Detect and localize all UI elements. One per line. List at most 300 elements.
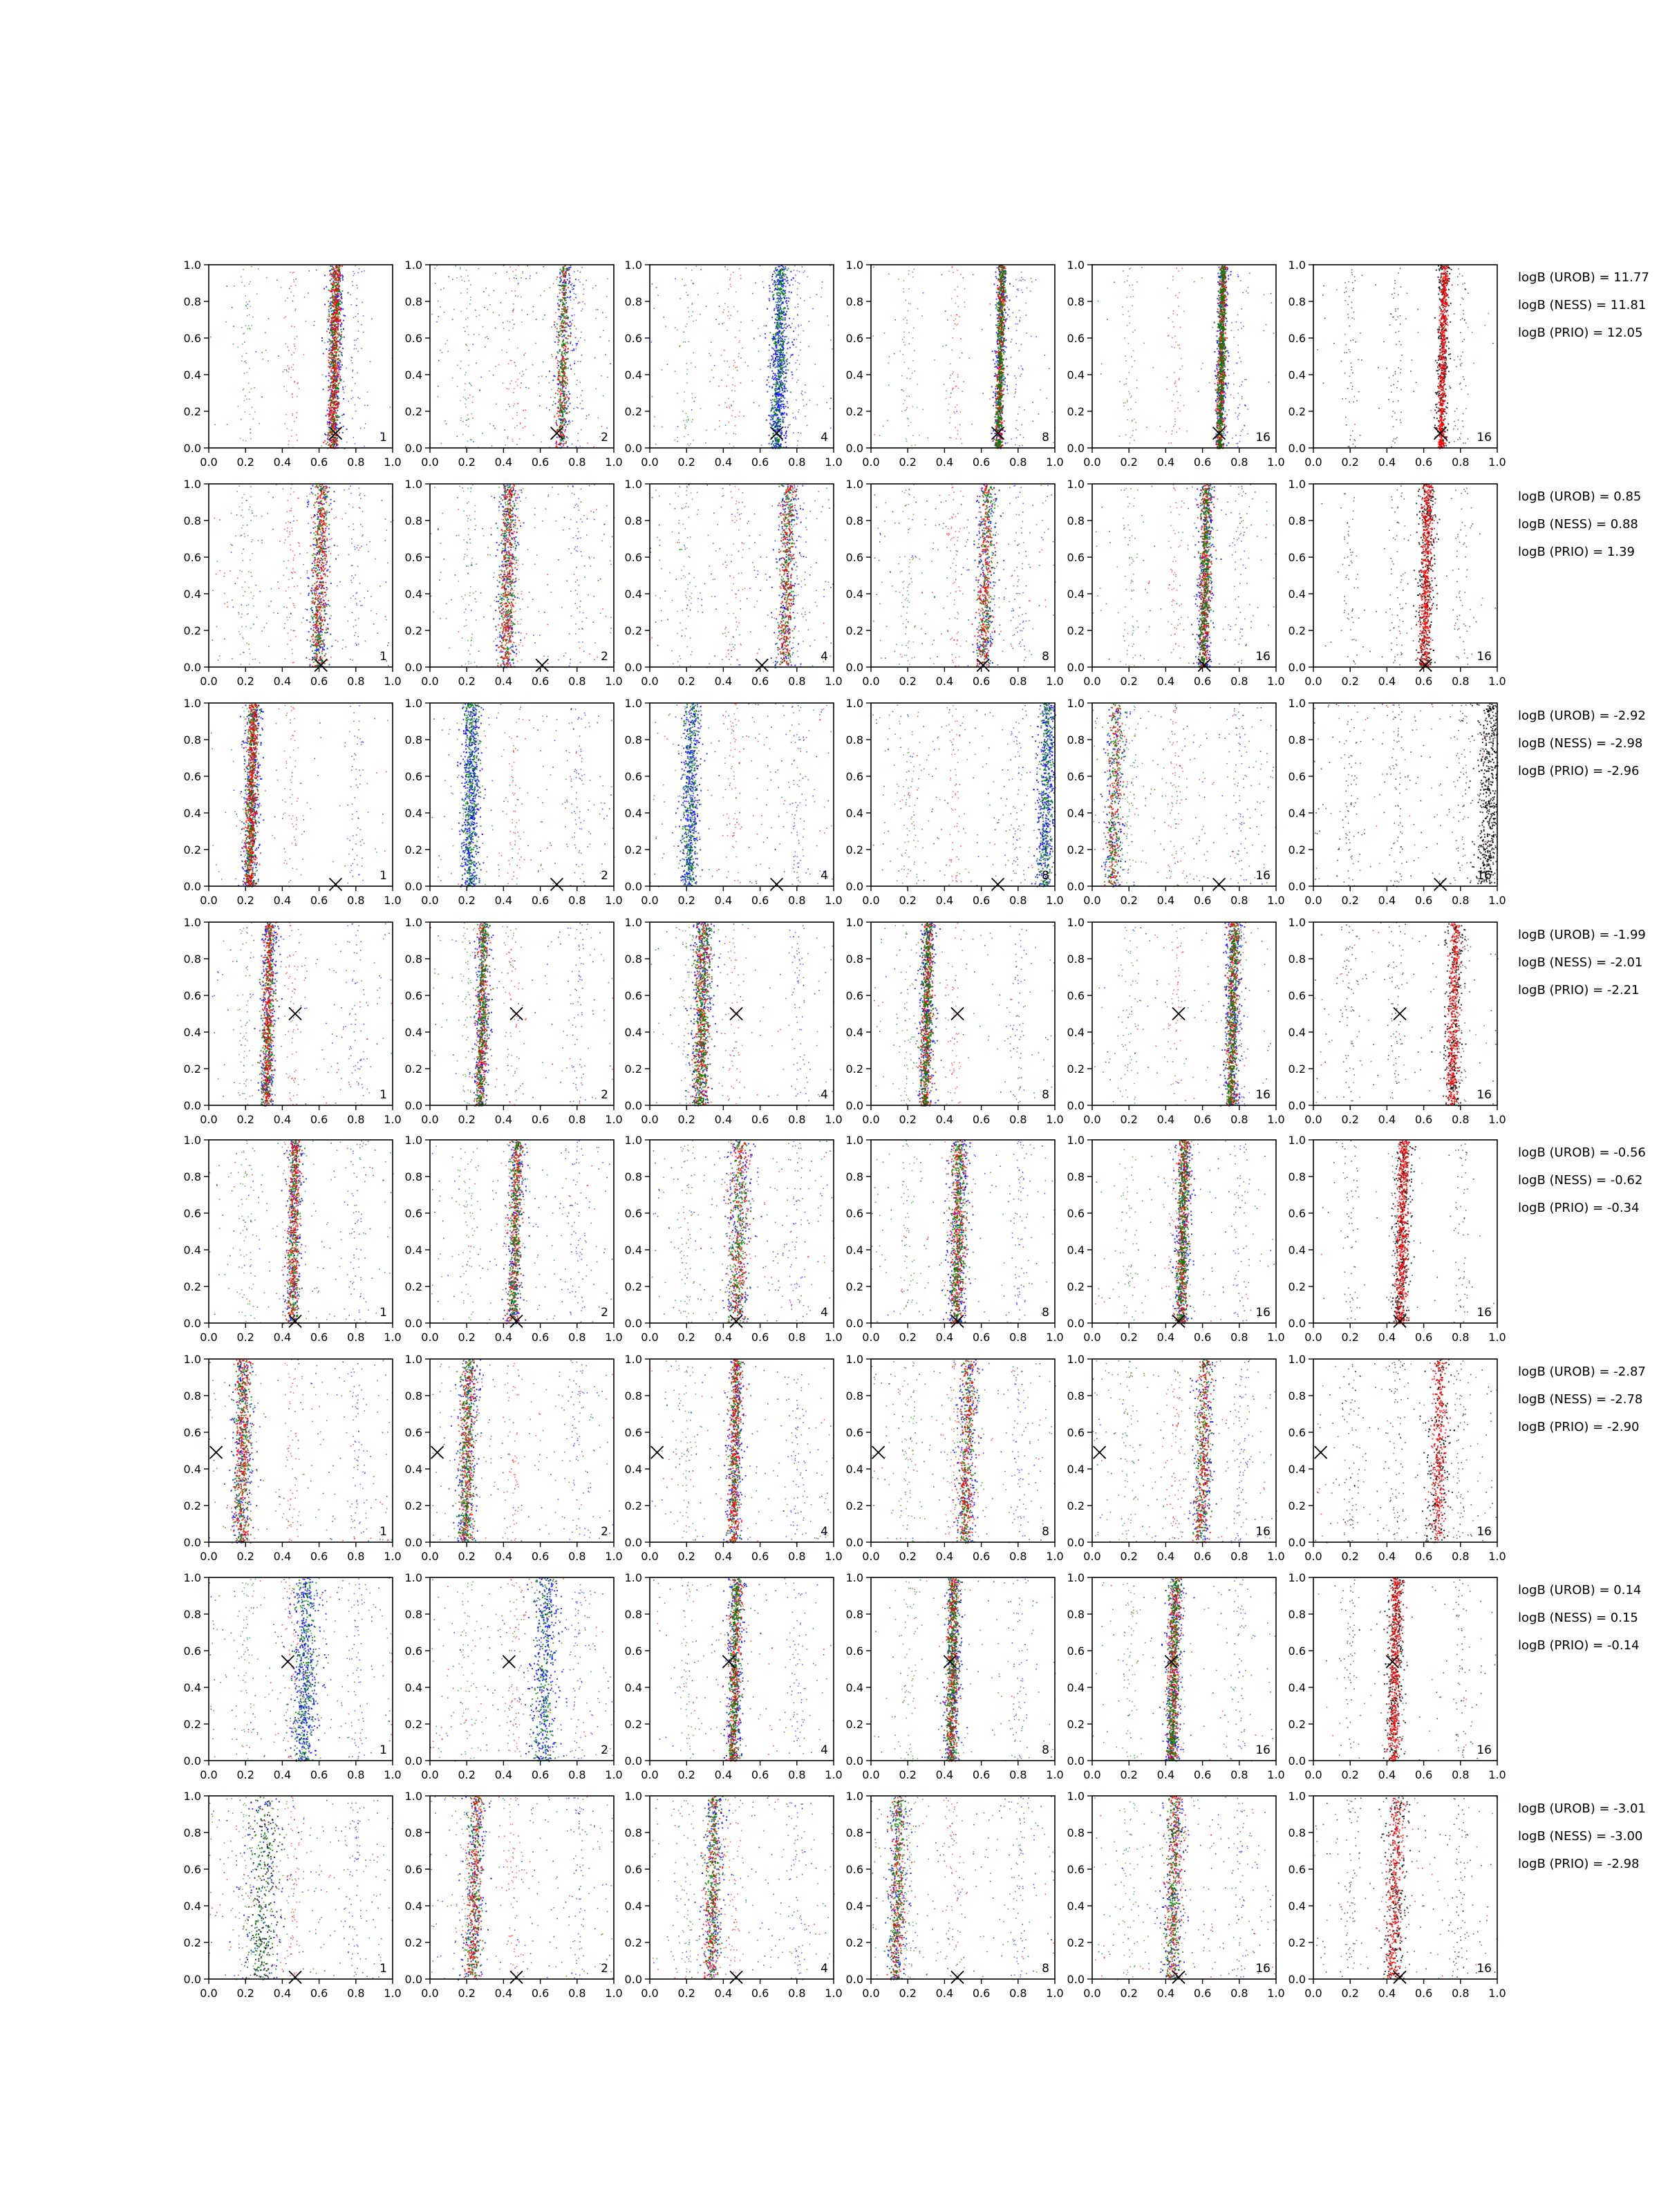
scatter-point xyxy=(776,394,777,395)
scatter-point xyxy=(342,276,344,277)
scatter-point xyxy=(785,274,786,275)
scatter-point xyxy=(328,386,329,387)
scatter-point xyxy=(787,306,788,307)
scatter-point xyxy=(513,310,514,311)
scatter-point xyxy=(328,436,329,438)
scatter-point xyxy=(367,392,368,393)
scatter-point xyxy=(339,343,341,344)
scatter-point xyxy=(769,386,771,387)
scatter-point xyxy=(784,297,785,299)
scatter-point xyxy=(784,327,785,328)
scatter-point xyxy=(342,386,344,388)
scatter-point xyxy=(795,417,796,418)
scatter-point xyxy=(335,307,337,308)
scatter-point xyxy=(335,400,337,402)
scatter-point xyxy=(690,443,691,444)
scatter-point xyxy=(549,382,550,384)
scatter-point xyxy=(334,409,335,410)
scatter-point xyxy=(686,324,688,325)
scatter-point xyxy=(446,423,447,424)
scatter-point xyxy=(780,375,782,376)
scatter-point xyxy=(558,339,559,340)
scatter-point xyxy=(688,307,689,308)
scatter-point xyxy=(587,442,588,444)
scatter-point xyxy=(561,403,563,404)
scatter-point xyxy=(328,314,330,315)
scatter-point xyxy=(682,411,684,412)
scatter-point xyxy=(334,395,335,396)
scatter-point xyxy=(598,418,599,419)
scatter-point xyxy=(248,326,250,327)
scatter-point xyxy=(753,402,755,404)
scatter-point xyxy=(294,338,296,339)
scatter-point xyxy=(774,280,775,281)
scatter-point xyxy=(467,346,468,347)
scatter-point xyxy=(557,393,559,395)
scatter-point xyxy=(449,276,450,278)
scatter-point xyxy=(567,306,568,308)
scatter-point xyxy=(718,324,720,325)
scatter-point xyxy=(245,411,246,413)
scatter-point xyxy=(783,273,785,274)
scatter-point xyxy=(334,292,335,293)
x-tick-label: 0.0 xyxy=(421,456,438,469)
scatter-point xyxy=(788,341,789,343)
scatter-point xyxy=(776,276,777,278)
scatter-point xyxy=(339,312,340,313)
scatter-point xyxy=(234,285,235,287)
scatter-point xyxy=(332,377,333,379)
scatter-point xyxy=(794,265,796,267)
scatter-point xyxy=(340,324,341,326)
scatter-point xyxy=(798,379,799,381)
scatter-point xyxy=(780,339,781,341)
scatter-point xyxy=(339,339,341,341)
scatter-point xyxy=(695,366,696,368)
scatter-point xyxy=(333,382,335,383)
scatter-point xyxy=(332,353,334,355)
scatter-point xyxy=(344,337,345,338)
scatter-point xyxy=(340,294,341,296)
scatter-point xyxy=(563,290,565,291)
scatter-point xyxy=(787,280,789,281)
scatter-point xyxy=(777,281,778,282)
scatter-point xyxy=(250,328,251,330)
scatter-point xyxy=(799,283,800,285)
scatter-point xyxy=(581,332,582,333)
scatter-point xyxy=(506,352,507,353)
scatter-point xyxy=(776,408,778,409)
scatter-point xyxy=(329,315,330,317)
scatter-point xyxy=(688,341,689,343)
scatter-point xyxy=(596,309,597,310)
scatter-point xyxy=(335,393,337,394)
scatter-point xyxy=(518,265,519,267)
y-tick-label: 0.4 xyxy=(625,368,642,382)
scatter-point xyxy=(332,345,333,346)
scatter-point xyxy=(787,359,788,360)
scatter-point xyxy=(335,415,337,416)
scatter-point xyxy=(761,445,762,447)
scatter-point xyxy=(287,428,288,429)
scatter-point xyxy=(766,420,767,421)
scatter-point xyxy=(561,334,562,335)
scatter-point xyxy=(778,393,780,394)
scatter-point xyxy=(782,397,784,398)
scatter-point xyxy=(778,336,779,337)
scatter-point xyxy=(333,312,335,314)
scatter-point xyxy=(803,272,805,273)
scatter-point xyxy=(306,321,307,322)
scatter-point xyxy=(795,274,796,276)
scatter-point xyxy=(570,299,572,301)
scatter-point xyxy=(248,383,250,384)
scatter-point xyxy=(783,408,785,409)
scatter-point xyxy=(557,411,559,412)
scatter-point xyxy=(337,301,338,303)
scatter-point xyxy=(498,364,500,366)
scatter-point xyxy=(519,373,521,374)
scatter-point xyxy=(243,440,244,441)
scatter-point xyxy=(568,273,570,274)
scatter-point xyxy=(578,303,579,304)
scatter-point xyxy=(560,439,561,440)
scatter-point xyxy=(781,401,782,402)
scatter-point xyxy=(292,415,293,416)
scatter-point xyxy=(516,382,517,383)
scatter-point xyxy=(574,361,576,362)
scatter-point xyxy=(805,384,806,386)
scatter-point xyxy=(557,353,559,354)
scatter-point xyxy=(567,379,568,381)
scatter-point xyxy=(773,379,774,380)
scatter-point xyxy=(727,407,728,409)
scatter-point xyxy=(479,391,480,392)
scatter-point xyxy=(577,397,578,398)
scatter-point xyxy=(783,356,785,357)
scatter-point xyxy=(653,308,655,309)
scatter-point xyxy=(550,397,552,398)
scatter-point xyxy=(500,302,502,303)
scatter-point xyxy=(341,296,342,297)
scatter-point xyxy=(326,376,327,377)
scatter-point xyxy=(334,299,335,301)
scatter-point xyxy=(438,396,439,397)
scatter-point xyxy=(244,285,245,287)
scatter-point xyxy=(294,281,295,283)
scatter-point xyxy=(693,321,694,322)
scatter-point xyxy=(783,386,785,387)
scatter-point xyxy=(268,360,269,362)
scatter-point xyxy=(339,319,341,321)
scatter-point xyxy=(565,366,567,368)
scatter-point xyxy=(286,369,288,371)
scatter-point xyxy=(677,437,678,438)
scatter-point xyxy=(509,360,511,362)
scatter-point xyxy=(603,330,604,331)
scatter-point xyxy=(330,385,331,386)
scatter-point xyxy=(787,326,788,327)
scatter-point xyxy=(332,310,334,311)
scatter-point xyxy=(785,406,787,407)
scatter-point xyxy=(797,315,798,316)
scatter-point xyxy=(247,328,249,330)
scatter-point xyxy=(438,301,439,302)
scatter-point xyxy=(353,275,355,276)
scatter-point xyxy=(339,289,340,290)
scatter-point xyxy=(564,322,565,324)
scatter-point xyxy=(780,293,782,294)
scatter-point xyxy=(333,366,335,368)
scatter-point xyxy=(465,344,467,346)
scatter-point xyxy=(772,296,774,297)
scatter-point xyxy=(518,283,519,284)
scatter-point xyxy=(777,342,778,344)
scatter-point xyxy=(784,293,785,294)
scatter-point xyxy=(335,362,337,364)
scatter-point xyxy=(677,393,678,394)
scatter-point xyxy=(800,342,801,344)
scatter-point xyxy=(561,279,562,280)
scatter-point xyxy=(328,357,329,358)
scatter-point xyxy=(783,319,785,321)
scatter-point xyxy=(780,324,782,325)
scatter-point xyxy=(337,318,339,319)
scatter-point xyxy=(946,345,947,346)
scatter-point xyxy=(570,325,572,326)
scatter-point xyxy=(909,344,910,345)
scatter-point xyxy=(332,399,333,400)
scatter-point xyxy=(785,328,787,329)
scatter-point xyxy=(562,306,563,307)
scatter-point xyxy=(354,348,355,350)
scatter-point xyxy=(335,360,337,362)
scatter-point xyxy=(769,423,771,424)
scatter-point xyxy=(724,322,725,324)
scatter-point xyxy=(769,300,770,301)
scatter-point xyxy=(566,396,568,397)
scatter-point xyxy=(772,408,774,409)
scatter-point xyxy=(554,416,555,418)
scatter-point xyxy=(724,350,725,351)
scatter-point xyxy=(582,390,583,391)
scatter-point xyxy=(473,344,474,345)
scatter-point xyxy=(774,400,775,402)
scatter-point xyxy=(285,301,286,302)
scatter-point xyxy=(331,355,332,356)
scatter-point xyxy=(328,359,329,361)
scatter-point xyxy=(774,373,776,375)
scatter-point xyxy=(358,330,359,332)
scatter-point xyxy=(684,424,686,426)
scatter-point xyxy=(516,278,517,279)
scatter-point xyxy=(780,317,782,318)
scatter-point xyxy=(445,344,447,345)
scatter-point xyxy=(776,335,777,336)
scatter-point xyxy=(566,327,568,328)
scatter-point xyxy=(782,286,784,288)
scatter-point xyxy=(337,308,339,309)
scatter-point xyxy=(729,408,731,409)
scatter-point xyxy=(447,351,449,353)
scatter-point xyxy=(567,413,568,414)
scatter-point xyxy=(338,370,339,371)
scatter-point xyxy=(805,416,806,418)
scatter-point xyxy=(559,281,561,283)
scatter-point xyxy=(775,333,776,335)
scatter-point xyxy=(796,400,797,401)
scatter-point xyxy=(786,431,787,432)
scatter-point xyxy=(797,359,798,361)
scatter-point xyxy=(328,390,329,391)
scatter-point xyxy=(772,339,774,341)
scatter-point xyxy=(595,318,597,319)
scatter-point xyxy=(982,393,984,394)
scatter-point xyxy=(564,275,565,276)
scatter-point xyxy=(572,283,573,284)
scatter-point xyxy=(560,400,561,402)
scatter-point xyxy=(335,397,336,399)
y-tick-label: 0.8 xyxy=(184,295,201,308)
scatter-point xyxy=(242,344,243,345)
scatter-point xyxy=(329,290,330,292)
scatter-point xyxy=(559,350,560,351)
scatter-point xyxy=(460,400,461,402)
scatter-point xyxy=(565,281,567,283)
scatter-point xyxy=(337,374,339,375)
scatter-point xyxy=(330,420,332,421)
scatter-point xyxy=(787,268,789,270)
scatter-point xyxy=(777,279,778,281)
scatter-point xyxy=(357,272,359,274)
scatter-point xyxy=(567,341,568,343)
scatter-point xyxy=(800,350,801,351)
scatter-point xyxy=(758,350,760,352)
scatter-point xyxy=(709,353,710,355)
scatter-point xyxy=(793,418,794,419)
scatter-point xyxy=(352,362,353,364)
scatter-point xyxy=(509,330,510,331)
scatter-point xyxy=(466,270,467,271)
scatter-point xyxy=(338,397,339,399)
scatter-point xyxy=(796,346,797,348)
scatter-point xyxy=(605,354,606,355)
scatter-point xyxy=(675,279,676,280)
scatter-point xyxy=(582,301,583,303)
scatter-point xyxy=(334,279,335,281)
scatter-point xyxy=(559,331,561,332)
scatter-point xyxy=(795,362,796,364)
scatter-point xyxy=(684,436,685,438)
scatter-point xyxy=(554,324,555,326)
y-tick-label: 0.8 xyxy=(405,295,422,308)
scatter-point xyxy=(335,376,336,377)
scatter-point xyxy=(468,419,469,420)
scatter-point xyxy=(711,370,713,371)
scatter-point xyxy=(727,306,729,308)
scatter-point xyxy=(335,348,337,350)
scatter-point xyxy=(894,319,896,321)
scatter-point xyxy=(561,313,562,315)
scatter-point xyxy=(718,386,720,387)
scatter-point xyxy=(566,331,568,332)
x-tick-label: 0.6 xyxy=(751,456,769,469)
scatter-point xyxy=(348,401,349,402)
scatter-point xyxy=(334,324,335,325)
scatter-point xyxy=(337,362,339,363)
scatter-point xyxy=(807,425,808,427)
scatter-point xyxy=(744,362,746,364)
scatter-point xyxy=(686,363,687,364)
scatter-point xyxy=(523,410,524,411)
scatter-point xyxy=(769,288,771,289)
scatter-point xyxy=(727,361,728,362)
scatter-point xyxy=(332,329,334,330)
scatter-point xyxy=(536,272,538,274)
scatter-point xyxy=(560,440,561,442)
scatter-point xyxy=(787,282,789,283)
scatter-point xyxy=(333,422,335,423)
scatter-point xyxy=(778,425,780,427)
scatter-point xyxy=(737,370,738,371)
scatter-point xyxy=(728,288,729,290)
scatter-point xyxy=(711,341,712,343)
scatter-point xyxy=(778,359,779,360)
scatter-point xyxy=(775,357,776,359)
scatter-point xyxy=(570,365,571,366)
scatter-point xyxy=(565,272,567,274)
y-tick-label: 0.2 xyxy=(405,405,422,418)
scatter-point xyxy=(565,354,566,355)
scatter-point xyxy=(706,430,707,431)
x-tick-label: 0.0 xyxy=(200,456,217,469)
axes-frame xyxy=(650,265,834,448)
scatter-point xyxy=(336,371,337,372)
scatter-point xyxy=(335,416,337,418)
scatter-point xyxy=(764,326,765,327)
scatter-point xyxy=(344,392,345,393)
scatter-point xyxy=(335,355,337,357)
scatter-point xyxy=(780,270,781,272)
scatter-point xyxy=(482,326,484,328)
scatter-point xyxy=(552,356,553,357)
scatter-point xyxy=(339,350,341,352)
scatter-point xyxy=(785,324,787,325)
scatter-point xyxy=(353,271,354,272)
scatter-point xyxy=(798,282,799,283)
scatter-point xyxy=(573,285,574,286)
scatter-point xyxy=(783,406,785,407)
scatter-point xyxy=(733,446,735,447)
scatter-point xyxy=(563,409,564,410)
scatter-point xyxy=(565,429,566,431)
scatter-point xyxy=(563,326,564,328)
scatter-point xyxy=(779,391,780,392)
scatter-point xyxy=(569,274,570,276)
scatter-point xyxy=(565,318,566,319)
scatter-point xyxy=(292,301,294,302)
scatter-point xyxy=(551,354,552,355)
scatter-point xyxy=(566,269,568,270)
scatter-point xyxy=(733,401,734,402)
scatter-point xyxy=(729,366,730,368)
scatter-point xyxy=(467,292,468,294)
scatter-point xyxy=(284,369,285,371)
scatter-point xyxy=(337,373,338,374)
scatter-point xyxy=(342,388,344,390)
scatter-point xyxy=(335,342,337,344)
scatter-point xyxy=(246,353,247,354)
